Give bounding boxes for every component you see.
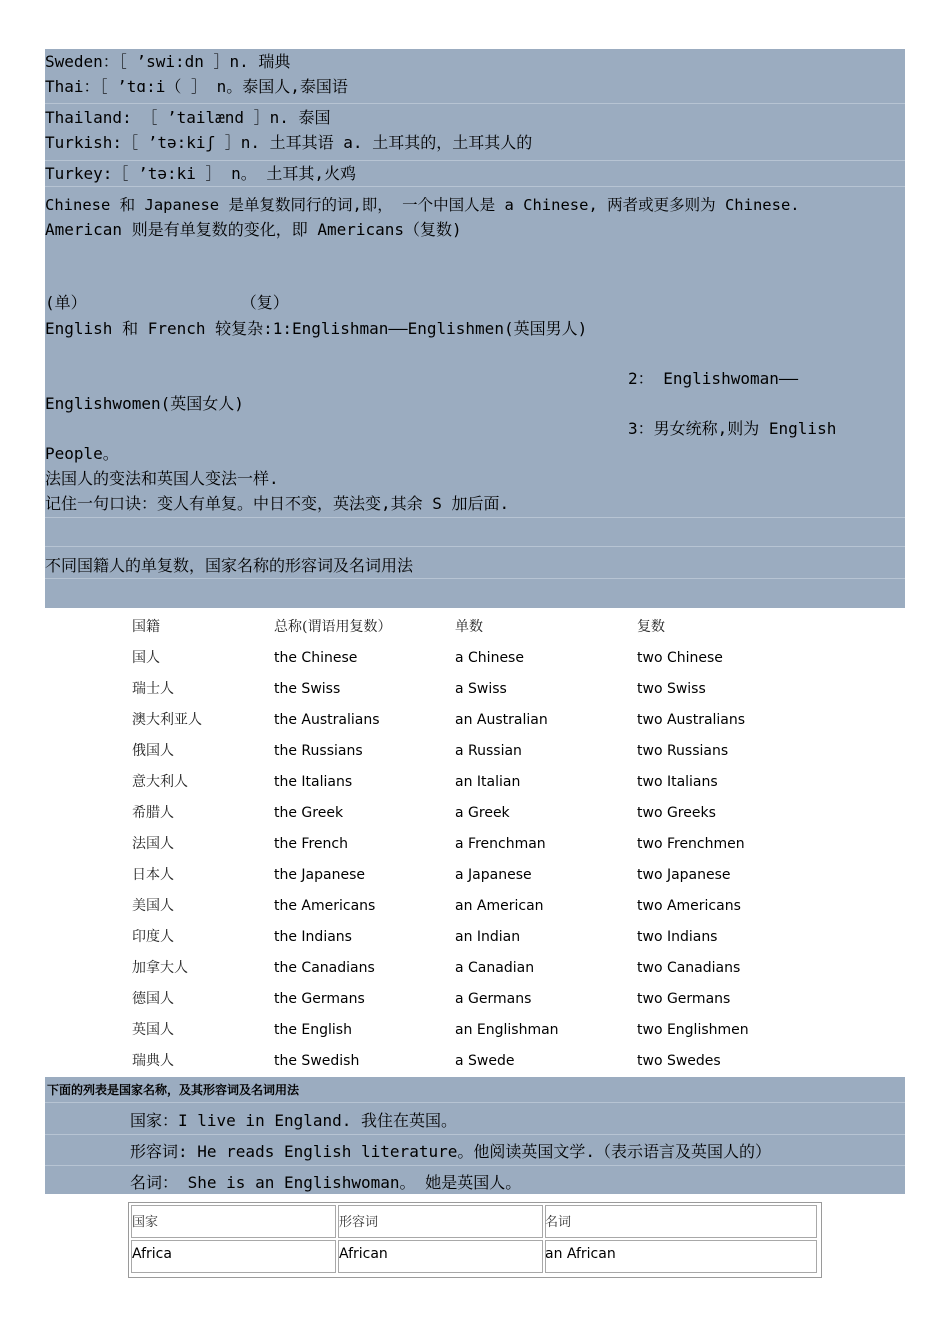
table-cell: the Russians [274,743,363,759]
table-cell: two Swiss [637,681,706,697]
note-line: 3：男女统称,则为 English [628,419,837,438]
nationality-cell: 瑞典人 [132,1053,174,1069]
nationality-cell: 国人 [132,650,160,666]
table-cell-text: an African [545,1246,616,1262]
table-cell [545,1205,817,1238]
table-cell: an Australian [455,712,548,728]
table-cell: two Canadians [637,960,741,976]
nationality-cell: 加拿大人 [132,960,188,976]
table-cell: the Swedish [274,1053,360,1069]
table-cell: the Greek [274,805,344,821]
divider [45,186,905,187]
example-line: 名词： She is an Englishwoman。 她是英国人。 [130,1173,522,1192]
table-cell: the Germans [274,991,365,1007]
column-header: 复数 [637,619,665,635]
nationality-cell: 意大利人 [132,774,188,790]
column-header: 形容词 [339,1215,379,1230]
table-cell: the English [274,1022,352,1038]
note-line: 2： Englishwoman—— [628,369,799,388]
table-cell: an American [455,898,544,914]
table-cell: two Indians [637,929,718,945]
table-cell: a Swiss [455,681,507,697]
column-header: 国家 [132,1215,159,1230]
table-cell: two Swedes [637,1053,721,1069]
note-line: Englishwomen(英国女人) [45,394,244,413]
table-cell: two Italians [637,774,718,790]
table-cell: the Swiss [274,681,341,697]
note-line: American 则是有单复数的变化，即 Americans（复数) [45,220,462,239]
table-cell: two Greeks [637,805,716,821]
table-cell: a Germans [455,991,532,1007]
section-heading: 不同国籍人的单复数，国家名称的形容词及名词用法 [45,556,414,575]
note-line: 记住一句口诀：变人有单复。中日不变，英法变,其余 S 加后面. [45,494,510,513]
divider [45,1134,905,1135]
divider [45,546,905,547]
table-cell: an Italian [455,774,521,790]
table-cell: a Chinese [455,650,524,666]
table-cell: two Russians [637,743,729,759]
table-cell: the Americans [274,898,376,914]
note-line: People。 [45,444,119,463]
example-line: 国家：I live in England. 我住在英国。 [130,1111,458,1130]
table-cell: two Englishmen [637,1022,749,1038]
column-header: 总称(谓语用复数） [274,619,392,635]
note-line: Turkey:［ ’tə:ki ］ n。 土耳其,火鸡 [45,164,357,183]
table-cell: a Frenchman [455,836,546,852]
note-line: Turkish:［ ’tə:kiʃ ］n. 土耳其语 a. 土耳其的，土耳其人的 [45,133,533,152]
divider [45,578,905,579]
nationality-cell: 英国人 [132,1022,174,1038]
note-line: (单） （复） [45,293,289,312]
divider [45,1102,905,1103]
column-header: 国籍 [132,619,160,635]
nationality-cell: 日本人 [132,867,174,883]
table-cell: a Russian [455,743,522,759]
table-cell: the Italians [274,774,353,790]
table-cell: an Englishman [455,1022,559,1038]
column-header: 名词 [545,1215,572,1230]
table-cell: two Japanese [637,867,731,883]
table-cell: two Chinese [637,650,723,666]
note-line: Chinese 和 Japanese 是单复数同行的词,即， 一个中国人是 a Chinese, 两者或更多则为 Chinese. [45,196,800,214]
divider [45,160,905,161]
example-line: 形容词: He reads English literature。他阅读英国文学.（表示语言及英国人的） [130,1142,771,1161]
nationality-cell: 俄国人 [132,743,174,759]
nationality-cell: 美国人 [132,898,174,914]
country-table [128,1202,822,1278]
table-cell: two Americans [637,898,741,914]
table-cell: an Indian [455,929,521,945]
nationality-cell: 瑞士人 [132,681,174,697]
note-line: 法国人的变法和英国人变法一样. [45,469,279,488]
note-line: Thailand: ［ ’tailænd ］n. 泰国 [45,108,331,127]
divider [45,1165,905,1166]
nationality-cell: 印度人 [132,929,174,945]
table-cell: two Germans [637,991,731,1007]
table-cell: a Greek [455,805,510,821]
table-cell: a Swede [455,1053,515,1069]
table-cell [131,1205,336,1238]
table-cell: two Australians [637,712,746,728]
divider [45,103,905,104]
table-cell: the French [274,836,348,852]
table-cell: two Frenchmen [637,836,745,852]
divider [45,517,905,518]
table-cell: a Japanese [455,867,532,883]
nationality-cell: 澳大利亚人 [132,712,202,728]
table-cell: the Chinese [274,650,358,666]
column-header: 单数 [455,619,483,635]
table-cell-text: Africa [132,1246,172,1262]
table-cell: the Australians [274,712,380,728]
nationality-cell: 希腊人 [132,805,174,821]
table-cell: the Japanese [274,867,365,883]
table-cell: a Canadian [455,960,535,976]
table-cell: the Indians [274,929,352,945]
note-line: English 和 French 较复杂:1:Englishman——Englishmen(英国男人) [45,319,588,338]
note-line: Thai：［ ’tɑ:i（ ］ n。泰国人,泰国语 [45,77,348,96]
nationality-cell: 法国人 [132,836,174,852]
nationality-cell: 德国人 [132,991,174,1007]
table-cell: the Canadians [274,960,375,976]
caption: 下面的列表是国家名称，及其形容词及名词用法 [47,1083,300,1097]
table-cell-text: African [339,1246,388,1262]
note-line: Sweden：［ ’swi:dn ］n. 瑞典 [45,52,291,71]
